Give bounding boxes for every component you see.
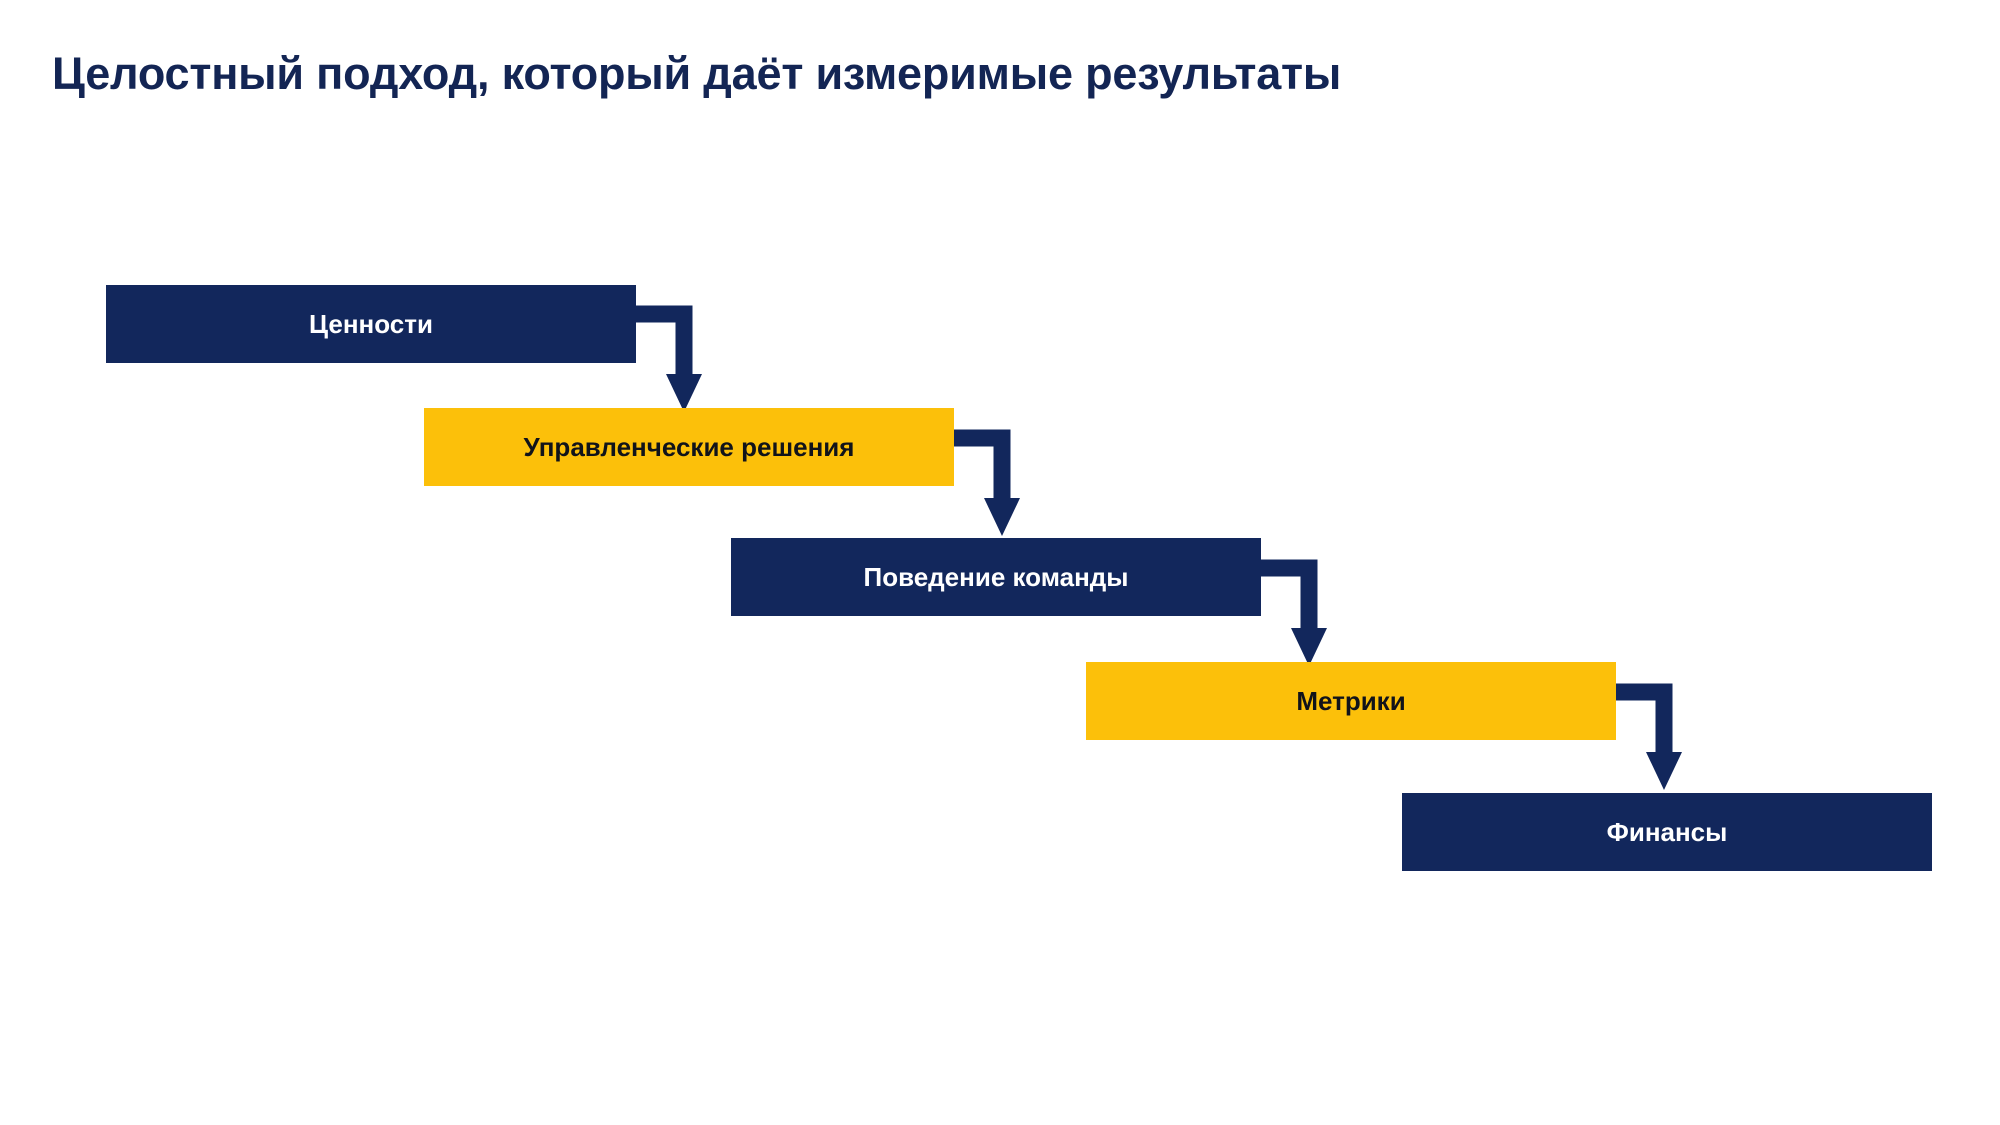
connector-arrow-2 bbox=[954, 424, 1084, 542]
step-box-team-behavior[interactable] bbox=[731, 538, 1261, 616]
step-box-values[interactable] bbox=[106, 285, 636, 363]
step-box-metrics[interactable] bbox=[1086, 662, 1616, 740]
connector-arrow-1 bbox=[636, 300, 766, 418]
step-box-finance[interactable] bbox=[1402, 793, 1932, 871]
connector-arrow-3 bbox=[1261, 554, 1391, 672]
step-label: Управленческие решения bbox=[523, 431, 855, 462]
step-label: Ценности bbox=[309, 308, 433, 339]
step-label: Поведение команды bbox=[863, 561, 1129, 592]
step-label: Метрики bbox=[1296, 685, 1406, 716]
step-label: Финансы bbox=[1606, 816, 1728, 847]
page-title: Целостный подход, который даёт измеримые результаты bbox=[52, 48, 1342, 99]
connector-arrow-4 bbox=[1616, 678, 1746, 796]
step-box-management-decisions[interactable] bbox=[424, 408, 954, 486]
